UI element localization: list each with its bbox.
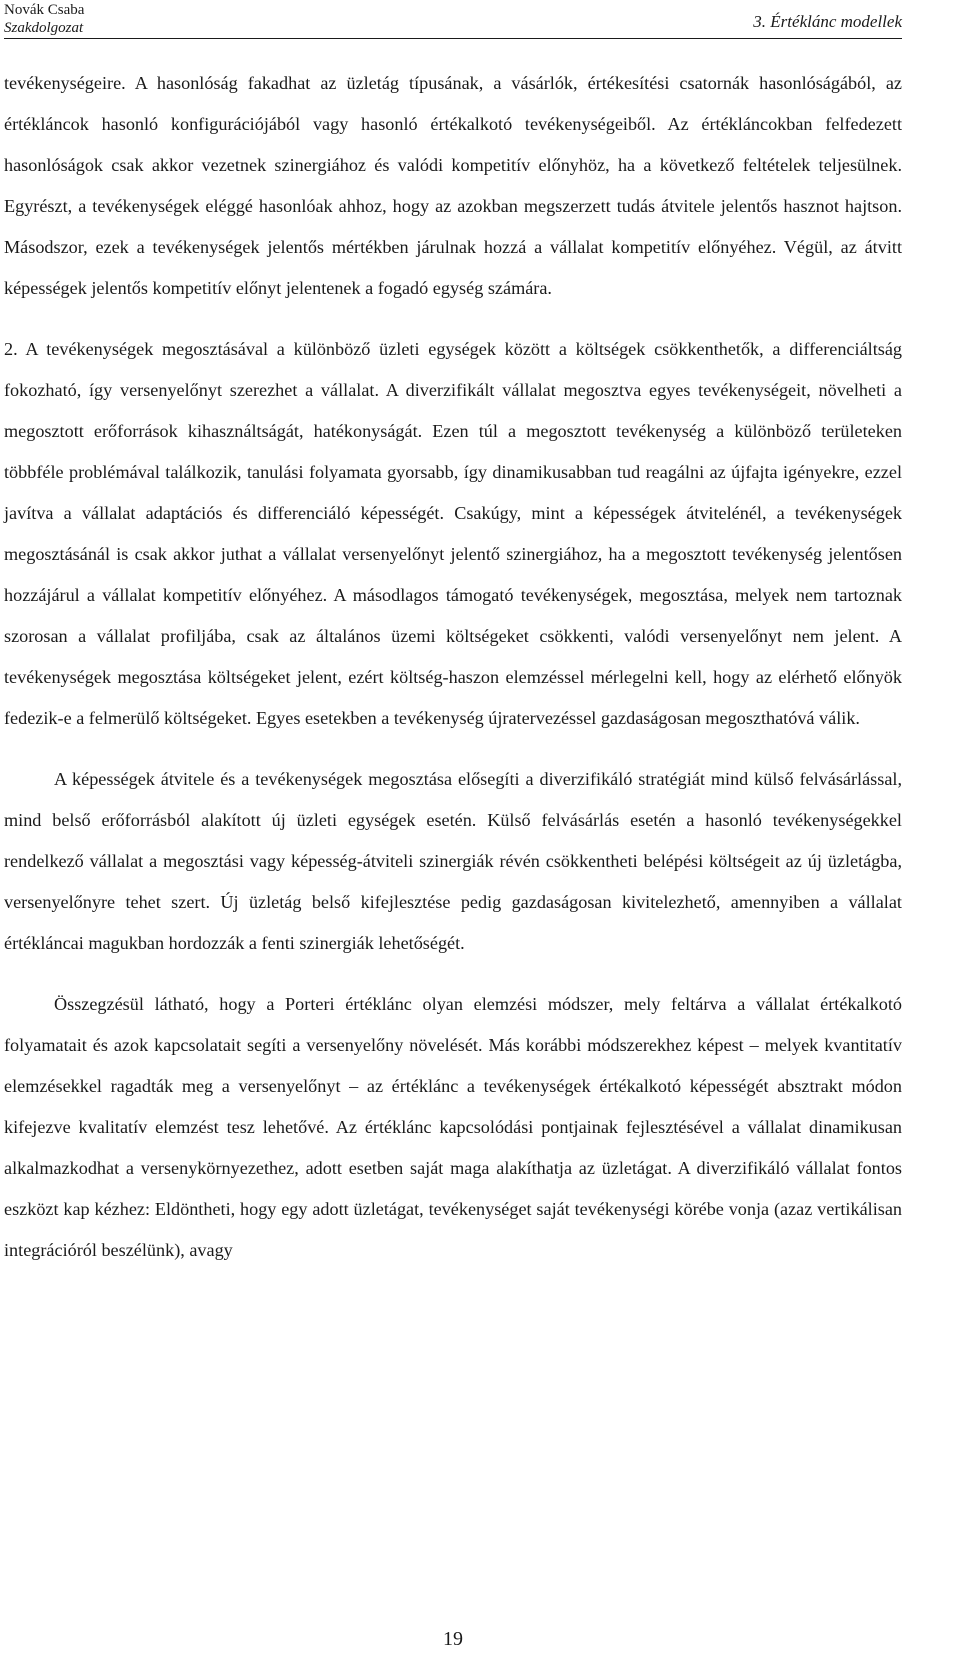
author-name: Novák Csaba <box>4 2 85 18</box>
paragraph-2: 2. A tevékenységek megosztásával a különböző üzleti egységek között a költségek csökkenthetők, a differenciáltság fokozható, így versenyelőnyt szerezhet a vállalat. A diverzifikált vállalat megosztva egyes tevékenységeit, növelheti a megosztott erőforrások kihasználtságát, hatékonyságát. Ezen túl a megosztott tevékenység a különböző területeken többféle problémával találkozik, tanulási folyamata gyorsabb, így dinamikusabban tud reagálni az újfajta igényekre, ezzel javítva a vállalat adaptációs és differenciáló képességét. Csakúgy, mint a képességek átvitelénél, a tevékenységek megosztásánál is csak akkor juthat a vállalat versenyelőnyt jelentő szinergiához, ha a megosztott tevékenység jelentősen hozzájárul a vállalat kompetitív előnyéhez. A másodlagos támogató tevékenységek, megosztása, melyek nem tartoznak szorosan a vállalat profiljába, csak az általános üzemi költségeket csökkenti, valódi versenyelőnyt nem jelent. A tevékenységek megosztása költségeket jelent, ezért költség-haszon elemzéssel mérlegelni kell, hogy az elérhető előnyök fedezik-e a felmerülő költségeket. Egyes esetekben a tevékenység újratervezéssel gazdaságosan megoszthatóvá válik. <box>4 339 902 728</box>
chapter-title: 3. Értéklánc modellek <box>753 12 902 31</box>
paragraph-1: tevékenységeire. A hasonlóság fakadhat az üzletág típusának, a vásárlók, értékesítési csatornák hasonlóságából, az értékláncok hasonló konfigurációjából vagy hasonló értékalkotó tevékenységeiből. Az értékláncokban felfedezett hasonlóságok csak akkor vezetnek szinergiához és valódi kompetitív előnyhöz, ha a következő feltételek teljesülnek. Egyrészt, a tevékenységek eléggé hasonlóak ahhoz, hogy az azokban megszerzett tudás átvitele jelentős hasznot hajtson. Másodszor, ezek a tevékenységek jelentős mértékben járulnak hozzá a vállalat kompetitív előnyéhez. Végül, az átvitt képességek jelentős kompetitív előnyt jelentenek a fogadó egység számára. <box>4 73 902 298</box>
body-text <box>4 63 902 1271</box>
paragraph-4: Összegzésül látható, hogy a Porteri értéklánc olyan elemzési módszer, mely feltárva a vállalat értékalkotó folyamatait és azok kapcsolatait segíti a versenyelőny növelését. Más korábbi módszerekhez képest – melyek kvantitatív elemzésekkel ragadták meg a versenyelőnyt – az értéklánc a tevékenységek értékalkotó képességét absztrakt módon kifejezve kvalitatív elemzést tesz lehetővé. Az értéklánc kapcsolódási pontjainak fejlesztésével a vállalat dinamikusan alkalmazkodhat a versenykörnyezethez, adott esetben saját maga alakíthatja az üzletágat. A diverzifikáló vállalat fontos eszközt kap kézhez: Eldöntheti, hogy egy adott üzletágat, tevékenységet saját tevékenységi körébe vonja (azaz vertikálisan integrációról beszélünk), avagy <box>4 994 902 1260</box>
document-type: Szakdolgozat <box>4 20 84 36</box>
header-left <box>4 1 84 37</box>
page-number: 19 <box>443 1628 463 1650</box>
paragraph-3: A képességek átvitele és a tevékenységek megosztása elősegíti a diverzifikáló stratégiát mind külső felvásárlással, mind belső erőforrásból alakított új üzleti egységek esetén. Külső felvásárlás esetén a hasonló tevékenységekkel rendelkező vállalat a megosztási vagy képesség-átviteli szinergiák révén csökkentheti belépési költségeit az új üzletágba, versenyelőnyre tehet szert. Új üzletág belső kifejlesztése pedig gazdaságosan kivitelezhető, amennyiben a vállalat értékláncai magukban hordozzák a fenti szinergiák lehetőségét. <box>4 769 902 953</box>
page-header <box>4 0 902 39</box>
